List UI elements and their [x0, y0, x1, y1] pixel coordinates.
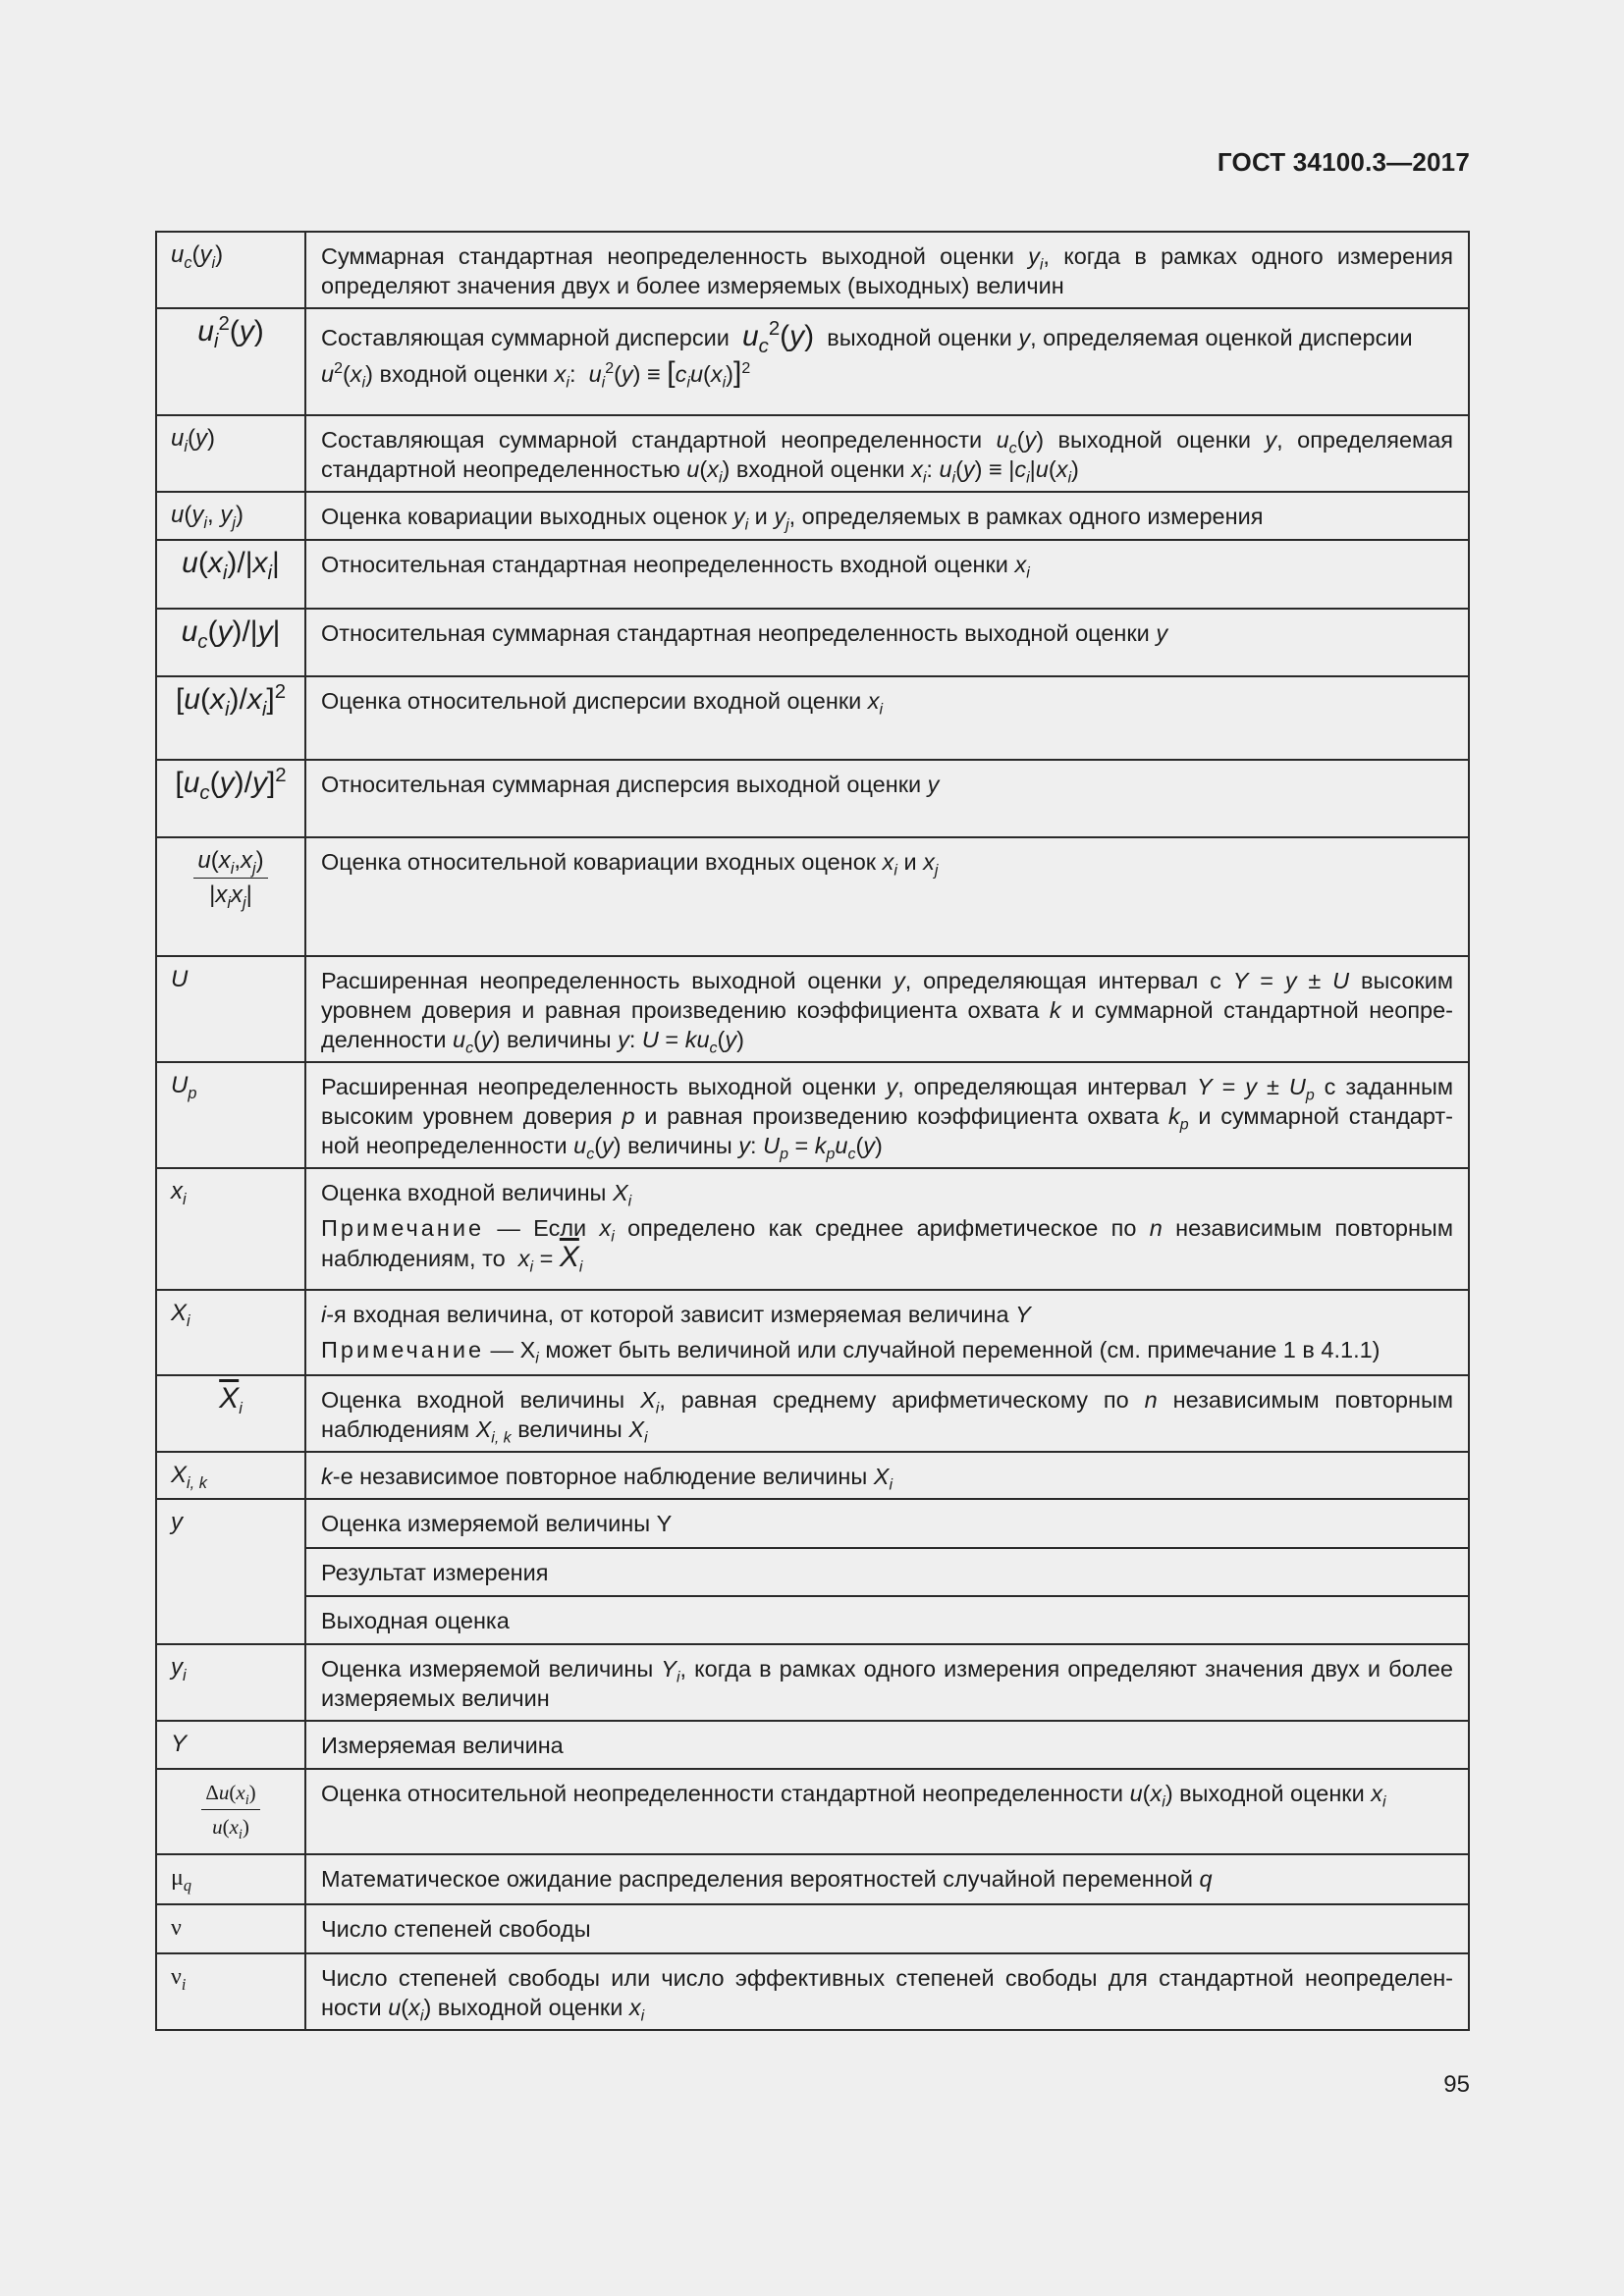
table-row [156, 1721, 1469, 1769]
definition-cell: k-е независимое повторное наблюдение величины $X_i$ [305, 1452, 1469, 1499]
definition-cell: Относительная стандартная неопределенность входной оценки $x_i$ [305, 540, 1469, 609]
symbol-cell: y [156, 1499, 305, 1644]
symbol-cell: $[u_c(y)/y]^2$ [156, 760, 305, 837]
symbol-cell: $u_c(y_i)$ [156, 232, 305, 308]
table-row [156, 415, 1469, 492]
definition-cell: Измеряемая величина [305, 1721, 1469, 1769]
table-row [156, 308, 1469, 415]
symbol-cell: $u_c(y)/|y|$ [156, 609, 305, 676]
definition-cell: Число степеней свободы [305, 1904, 1469, 1953]
table-row [156, 1769, 1469, 1854]
definition-cell: Относительная суммарная стандартная неопределенность выходной оценки y [305, 609, 1469, 676]
definition-cell: Математическое ожидание распределения вероятностей случайной переменной q [305, 1854, 1469, 1904]
table-row [156, 232, 1469, 308]
table-row [156, 1062, 1469, 1168]
table-row [156, 1290, 1469, 1375]
symbol-cell: ν [156, 1904, 305, 1953]
table-row [156, 1499, 1469, 1548]
definition-cell: Оценка относительной неопределенности стандартной неопределенности $u(x_i)$ выходной оценки $x_i$ [305, 1769, 1469, 1854]
symbols-table [155, 231, 1470, 2031]
symbol-cell: U [156, 956, 305, 1062]
symbol-cell: $\frac{u(x_i,x_j)}{|x_ix_j|}$ [156, 837, 305, 956]
symbol-cell: $\nu_i$ [156, 1953, 305, 2030]
symbol-cell: Y [156, 1721, 305, 1769]
table-row [156, 676, 1469, 760]
table-row [156, 1596, 1469, 1644]
definition-cell: Составляющая суммарной стандартной неопределенности $u_c(y)$ выходной оценки y, определяемая стандартной неопределенностью $u(x_i)$ входной оценки $x_i$: $u_i(y) \equiv |c_i|u(x_i)$ [305, 415, 1469, 492]
document-header: ГОСТ 34100.3—2017 [1217, 147, 1470, 177]
symbol-cell: $\overline{X}_i$ [156, 1375, 305, 1452]
table-row [156, 956, 1469, 1062]
table-row [156, 1168, 1469, 1290]
definition-cell: Оценка измеряемой величины $Y_i$, когда в рамках одного измерения определяют значения двух и более измеряемых величин [305, 1644, 1469, 1721]
symbol-cell: $X_i$ [156, 1290, 305, 1375]
definition-cell: Оценка измеряемой величины Y [305, 1499, 1469, 1548]
table-row [156, 540, 1469, 609]
definition-cell: Число степеней свободы или число эффективных степеней свободы для стандартной неопределен-ности $u(x_i)$ выходной оценки $x_i$ [305, 1953, 1469, 2030]
symbol-cell: $X_{i, k}$ [156, 1452, 305, 1499]
table-row [156, 837, 1469, 956]
table-row [156, 492, 1469, 540]
table-row [156, 1548, 1469, 1596]
definition-cell: Выходная оценка [305, 1596, 1469, 1644]
symbol-cell: $U_p$ [156, 1062, 305, 1168]
table-row [156, 609, 1469, 676]
definition-cell: Расширенная неопределенность выходной оценки y, определяющая интервал с Y = y ± U высоким уровнем доверия и равная произведению коэффициента охвата k и суммарной стандартной неопре-деленности $u_c(y)$ величины y: $U = ku_c(y)$ [305, 956, 1469, 1062]
symbol-cell: $u(y_i$, $y_j$) [156, 492, 305, 540]
symbol-cell: $u(x_i)/|x_i|$ [156, 540, 305, 609]
table-row [156, 1375, 1469, 1452]
definition-cell: Составляющая суммарной дисперсии $u_c^2(y)$ выходной оценки y, определяемая оценкой дисперсии $u^2(x_i)$ входной оценки $x_i$: $u_i^2(y) \equiv [c_iu(x_i)]^2$ [305, 308, 1469, 415]
definition-cell: i-я входная величина, от которой зависит измеряемая величина Y Примечание — $X_i$ может быть величиной или случайной переменной (см. примечание 1 в 4.1.1) [305, 1290, 1469, 1375]
table-row [156, 1904, 1469, 1953]
symbol-cell: $\mu_q$ [156, 1854, 305, 1904]
definition-cell: Суммарная стандартная неопределенность выходной оценки $y_i$, когда в рамках одного измерения определяют значения двух и более измеряемых (выходных) величин [305, 232, 1469, 308]
symbol-cell: $\frac{\Delta u(x_i)}{u(x_i)}$ [156, 1769, 305, 1854]
symbol-cell: $u_i(y)$ [156, 415, 305, 492]
table-row [156, 1953, 1469, 2030]
definition-cell: Оценка относительной дисперсии входной оценки $x_i$ [305, 676, 1469, 760]
definition-cell: Оценка входной величины $X_i$ Примечание — Если $x_i$ определено как среднее арифметическое по n независимым повторным наблюдениям, то $x_i = \overline{X}_i$ [305, 1168, 1469, 1290]
symbol-cell: $[u(x_i)/x_i]^2$ [156, 676, 305, 760]
symbol-cell: $x_i$ [156, 1168, 305, 1290]
definition-cell: Относительная суммарная дисперсия выходной оценки y [305, 760, 1469, 837]
table-row [156, 1452, 1469, 1499]
symbol-cell: $y_i$ [156, 1644, 305, 1721]
table-row [156, 1854, 1469, 1904]
table-row [156, 760, 1469, 837]
definition-cell: Оценка входной величины $X_i$, равная среднему арифметическому по n независимым повторным наблюдениям $X_{i, k}$ величины $X_i$ [305, 1375, 1469, 1452]
definition-cell: Оценка ковариации выходных оценок $y_i$ и $y_j$, определяемых в рамках одного измерения [305, 492, 1469, 540]
symbol-cell: $u_i^2(y)$ [156, 308, 305, 415]
definition-cell: Оценка относительной ковариации входных оценок $x_i$ и $x_j$ [305, 837, 1469, 956]
definition-cell: Результат измерения [305, 1548, 1469, 1596]
table-row [156, 1644, 1469, 1721]
definition-cell: Расширенная неопределенность выходной оценки y, определяющая интервал $Y = y \pm U_p$ с заданным высоким уровнем доверия p и равная произведению коэффициента охвата $k_p$ и суммарной стандарт-ной неопределенности $u_c(y)$ величины y: $U_p = k_pu_c(y)$ [305, 1062, 1469, 1168]
page-number: 95 [1443, 2071, 1470, 2098]
